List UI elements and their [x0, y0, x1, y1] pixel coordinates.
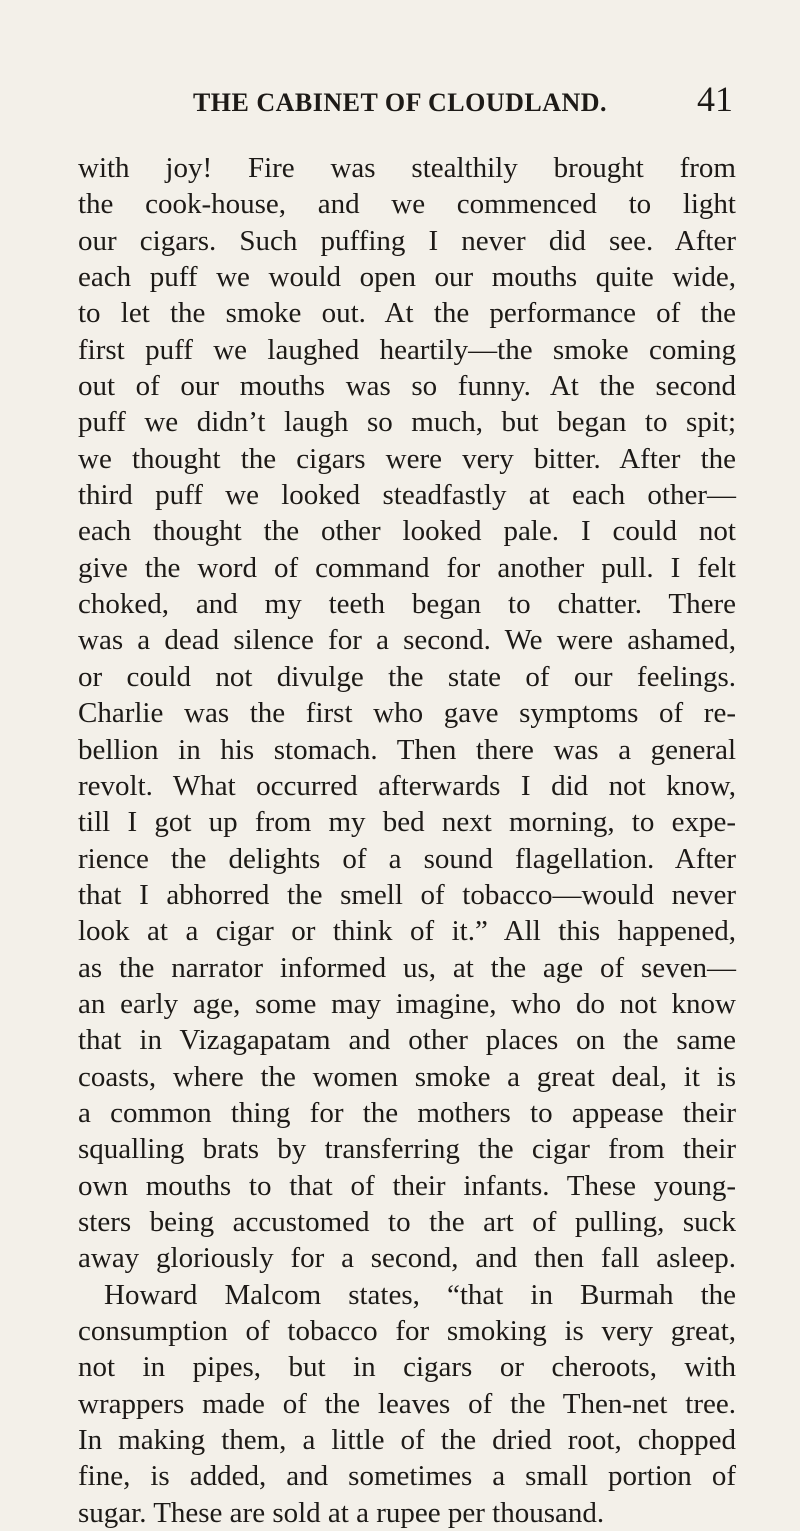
text-line: first puff we laughed heartily—the smoke coming	[78, 333, 736, 366]
text-line: we thought the cigars were very bitter. After the	[78, 442, 736, 475]
text-line: or could not divulge the state of our feelings.	[78, 660, 736, 693]
text-line: a common thing for the mothers to appease their	[78, 1096, 736, 1129]
text-line: each puff we would open our mouths quite wide,	[78, 261, 736, 294]
text-line: In making them, a little of the dried root, chopped	[78, 1424, 736, 1457]
text-line: coasts, where the women smoke a great deal, it is	[78, 1060, 736, 1093]
text-line: sugar. These are sold at a rupee per thousand.	[78, 1496, 605, 1529]
running-head	[0, 79, 800, 128]
text-line: rience the delights of a sound flagellation. After	[78, 842, 736, 875]
text-line: that in Vizagapatam and other places on the same	[78, 1024, 736, 1057]
paragraph-start-line: Howard Malcom states, “that in Burmah the	[104, 1278, 736, 1311]
text-line: squalling brats by transferring the cigar from their	[78, 1133, 736, 1166]
text-line: look at a cigar or think of it.” All this happened,	[78, 915, 736, 948]
text-line: that I abhorred the smell of tobacco—would never	[78, 878, 736, 911]
text-line: with joy! Fire was stealthily brought from	[78, 152, 736, 184]
text-line: choked, and my teeth began to chatter. There	[78, 588, 736, 621]
body-text	[78, 150, 736, 1531]
text-line: consumption of tobacco for smoking is very great,	[78, 1315, 736, 1347]
page-number: 41	[697, 79, 733, 119]
text-line: give the word of command for another pull. I felt	[78, 551, 736, 584]
text-line: fine, is added, and sometimes a small portion of	[78, 1460, 736, 1493]
text-line: to let the smoke out. At the performance of the	[78, 297, 736, 330]
text-line: puff we didn’t laugh so much, but began to spit;	[78, 406, 736, 439]
text-line: own mouths to that of their infants. These young-	[78, 1169, 736, 1202]
text-line: Charlie was the first who gave symptoms of re-	[78, 697, 736, 730]
text-line: each thought the other looked pale. I could not	[78, 515, 736, 548]
text-line: wrappers made of the leaves of the Then-net tree.	[78, 1387, 736, 1420]
text-line: out of our mouths was so funny. At the second	[78, 370, 736, 403]
text-line: bellion in his stomach. Then there was a general	[78, 733, 736, 766]
text-line: our cigars. Such puffing I never did see. After	[78, 224, 736, 257]
text-line: the cook-house, and we commenced to light	[78, 188, 736, 221]
text-line: revolt. What occurred afterwards I did not know,	[78, 769, 736, 802]
text-line: sters being accustomed to the art of pulling, suck	[78, 1205, 736, 1238]
text-line: away gloriously for a second, and then fall asleep.	[78, 1242, 736, 1275]
running-title: THE CABINET OF CLOUDLAND.	[192, 88, 608, 117]
text-line: as the narrator informed us, at the age of seven—	[78, 951, 736, 984]
text-line: not in pipes, but in cigars or cheroots, with	[78, 1351, 736, 1384]
text-line: was a dead silence for a second. We were ashamed,	[78, 624, 736, 657]
text-line: an early age, some may imagine, who do not know	[78, 987, 736, 1020]
text-line: till I got up from my bed next morning, to expe-	[78, 806, 736, 839]
text-line: third puff we looked steadfastly at each other—	[78, 479, 736, 512]
